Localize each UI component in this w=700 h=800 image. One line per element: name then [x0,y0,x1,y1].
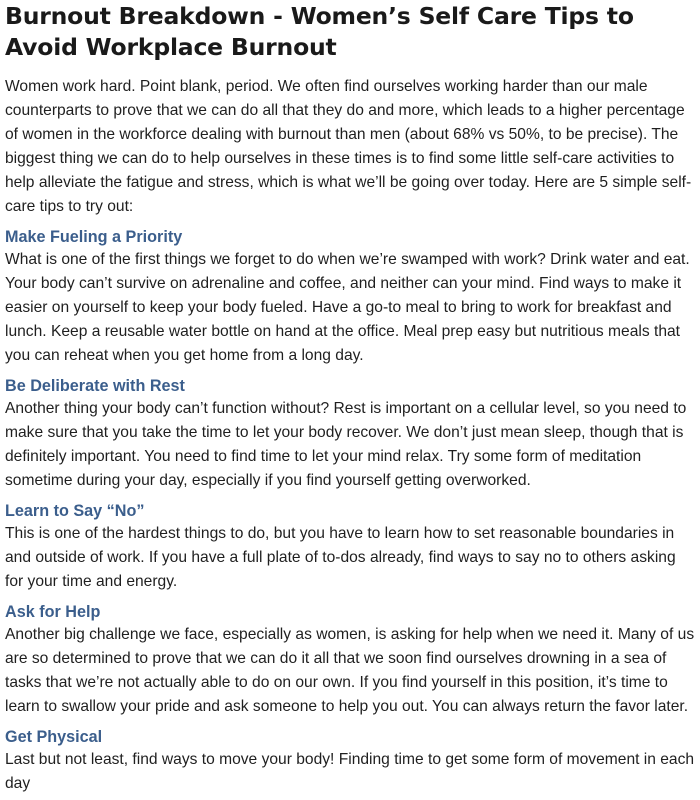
section-body-say-no: This is one of the hardest things to do, but you have to learn how to set reasonable boundaries in and outside of work. If you have a full plate of to-dos already, find ways to say no to others asking for your time and energy. [5,525,676,590]
article-title: Burnout Breakdown - Women’s Self Care Tips to Avoid Workplace Burnout [5,2,634,61]
section-heading-physical: Get Physical [5,728,103,746]
section-heading-fueling: Make Fueling a Priority [5,228,183,246]
section-body-fueling: What is one of the first things we forget to do when we’re swamped with work? Drink water and eat. Your body can’t survive on adrenaline and coffee, and neither can your mind. Find ways to make it easier on yourself to keep your body fueled. Have a go-to meal to bring to work for breakfast and lunch. Keep a reusable water bottle on hand at the office. Meal prep easy but nutritious meals that you can reheat when you get home from a long day. [5,251,690,364]
section-heading-say-no: Learn to Say “No” [5,502,145,520]
section-heading-rest: Be Deliberate with Rest [5,377,185,395]
section-heading-ask-help: Ask for Help [5,603,101,621]
intro-paragraph: Women work hard. Point blank, period. We often find ourselves working harder than our male counterparts to prove that we can do all that they do and more, which leads to a higher percentage of women in the workforce dealing with burnout than men (about 68% vs 50%, to be precise). The biggest thing we can do to help ourselves in these times is to find some little self-care activities to help alleviate the fatigue and stress, which is what we’ll be going over today. Here are 5 simple self-care tips to try out: [5,78,692,215]
article [5,0,695,796]
section-body-rest: Another thing your body can’t function without? Rest is important on a cellular level, so you need to make sure that you take the time to let your body recover. We don’t just mean sleep, though that is definitely important. You need to find time to let your mind relax. Try some form of meditation sometime during your day, especially if you find yourself getting overworked. [5,400,687,489]
section-body-ask-help: Another big challenge we face, especially as women, is asking for help when we need it. Many of us are so determined to prove that we can do it all that we soon find ourselves drowning in a sea of tasks that we’re not actually able to do on our own. If you find yourself in this position, it’s time to learn to swallow your pride and ask someone to help you out. You can always return the favor later. [5,626,695,715]
section-body-physical: Last but not least, find ways to move your body! Finding time to get some form of movement in each day [5,751,695,792]
